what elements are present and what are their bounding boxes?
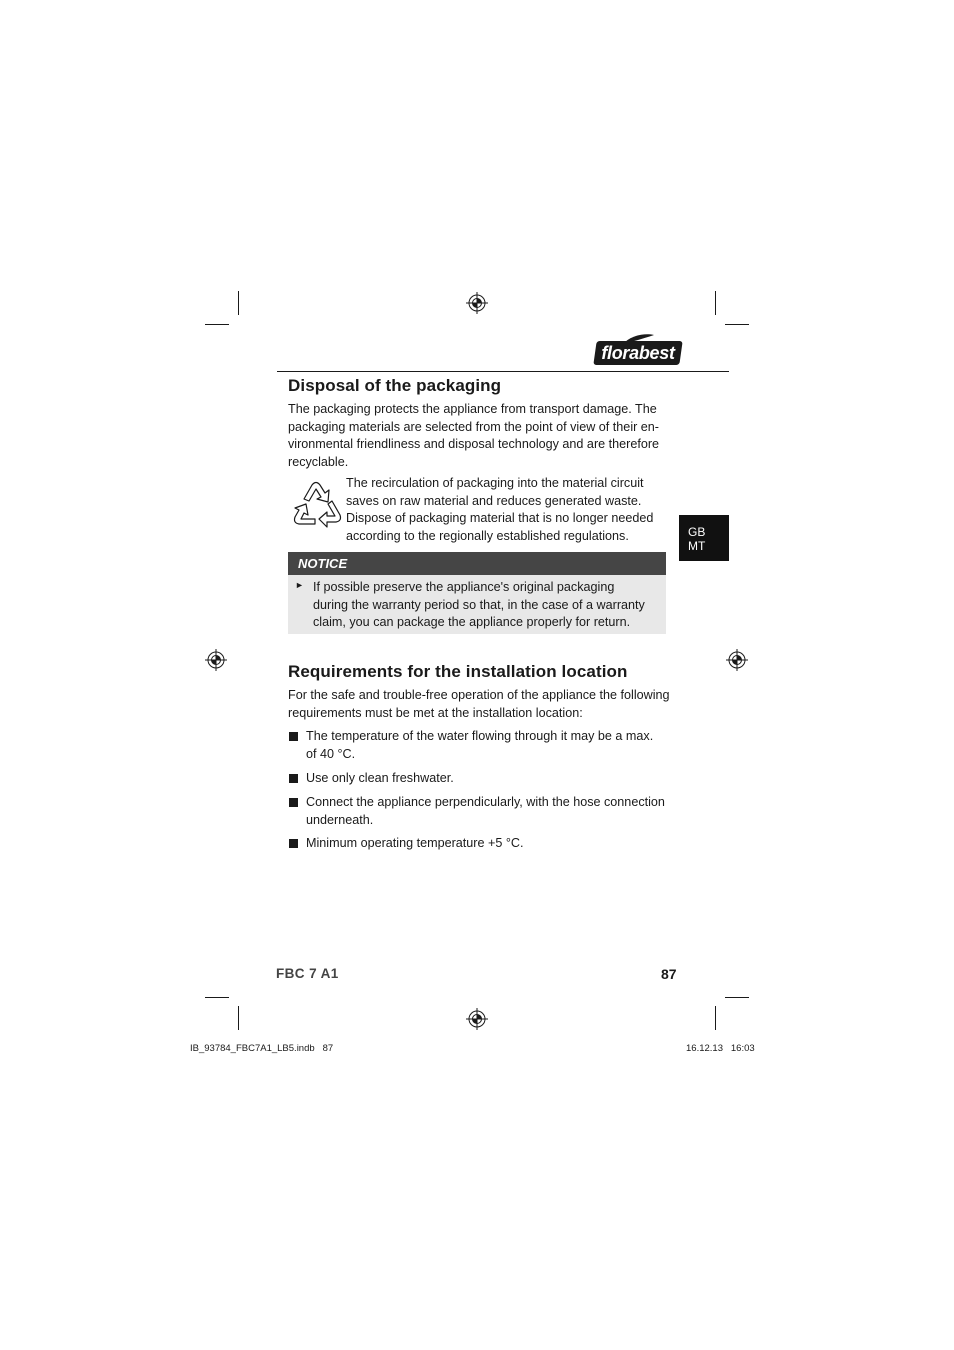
recycle-paragraph — [346, 475, 676, 545]
crop-mark — [715, 291, 716, 315]
text-line: according to the regionally established regulations. — [346, 528, 629, 543]
text-line: If possible preserve the appliance's original packaging — [313, 580, 615, 594]
square-bullet-icon — [289, 774, 298, 783]
crop-mark — [725, 324, 749, 325]
text-line: The recirculation of packaging into the material circuit — [346, 476, 644, 490]
crop-mark — [725, 997, 749, 998]
text-line: Use only clean freshwater. — [306, 771, 454, 785]
text-line: packaging materials are selected from the point of view of their en- — [288, 419, 660, 434]
text-line: Dispose of packaging material that is no longer needed — [346, 511, 654, 525]
text-line: recyclable. — [288, 454, 349, 469]
logo-text: florabest — [601, 343, 675, 363]
registration-mark-icon — [466, 292, 488, 314]
notice-body — [288, 575, 666, 634]
section-heading-disposal: Disposal of the packaging — [288, 376, 502, 395]
requirements-intro — [288, 687, 678, 722]
crop-mark — [205, 997, 229, 998]
section-heading-requirements: Requirements for the installation location — [288, 662, 628, 681]
brand-logo — [595, 333, 681, 366]
lang-code: MT — [688, 539, 706, 553]
language-tab — [679, 515, 729, 561]
text-line: underneath. — [306, 812, 374, 827]
text-line: For the safe and trouble-free operation of the appliance the following — [288, 688, 670, 702]
notice-text — [313, 579, 645, 632]
recycle-icon — [287, 477, 345, 533]
lang-code: GB — [688, 525, 706, 539]
registration-mark-icon — [726, 649, 748, 671]
crop-mark — [715, 1006, 716, 1030]
header-rule — [277, 371, 729, 372]
file-info: IB_93784_FBC7A1_LB5.indb 87 — [190, 1043, 334, 1054]
text-line: The packaging protects the appliance from transport damage. The — [288, 402, 657, 416]
text-line: during the warranty period so that, in the case of a warranty — [313, 597, 645, 612]
text-line: saves on raw material and reduces generated waste. — [346, 493, 642, 508]
text-line: Connect the appliance perpendicularly, with the hose connection — [306, 795, 665, 809]
arrow-bullet-icon: ► — [295, 580, 304, 590]
notice-header: NOTICE — [288, 552, 666, 575]
registration-mark-icon — [466, 1008, 488, 1030]
square-bullet-icon — [289, 732, 298, 741]
page-number: 87 — [661, 966, 677, 982]
text-line: claim, you can package the appliance properly for return. — [313, 615, 631, 629]
text-line: vironmental friendliness and disposal technology and are therefore — [288, 437, 660, 451]
disposal-paragraph — [288, 401, 668, 471]
crop-mark — [205, 324, 229, 325]
model-label: FBC 7 A1 — [276, 966, 339, 981]
text-line: Minimum operating temperature +5 °C. — [306, 836, 524, 850]
date-time: 16.12.13 16:03 — [686, 1043, 755, 1054]
crop-mark — [238, 291, 239, 315]
text-line: of 40 °C. — [306, 746, 356, 761]
text-line: The temperature of the water flowing through it may be a max. — [306, 729, 654, 743]
square-bullet-icon — [289, 798, 298, 807]
text-line: requirements must be met at the installation location: — [288, 705, 583, 720]
registration-mark-icon — [205, 649, 227, 671]
crop-mark — [238, 1006, 239, 1030]
square-bullet-icon — [289, 839, 298, 848]
